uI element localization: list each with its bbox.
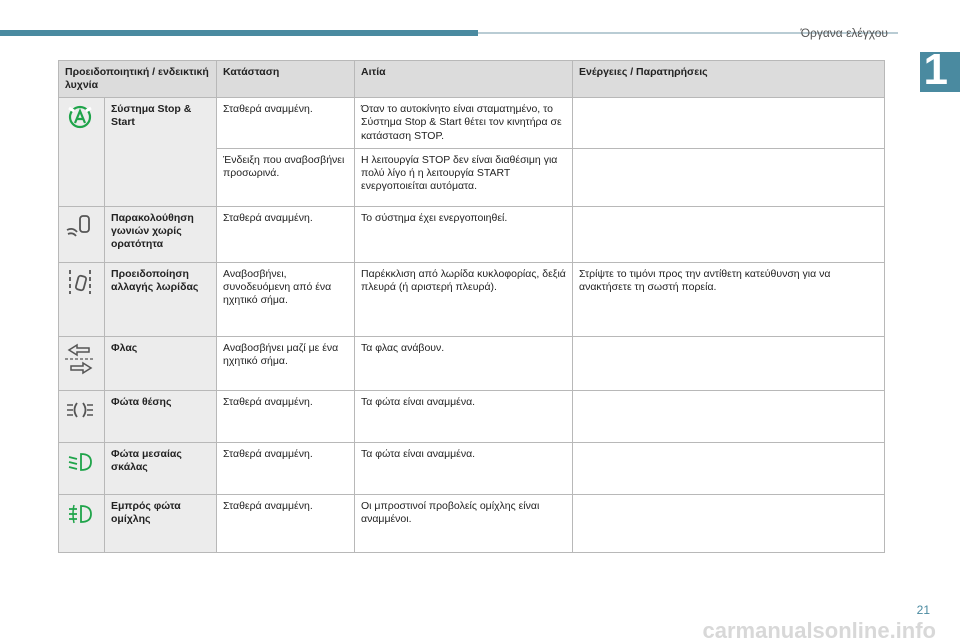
lamp-state: Σταθερά αναμμένη.: [217, 494, 355, 552]
section-title: Όργανα ελέγχου: [800, 26, 888, 40]
lamp-icon-cell: [59, 206, 105, 262]
lamp-name: Προειδοποίηση αλλαγής λωρίδας: [105, 262, 217, 336]
warning-lamps-table: [58, 60, 885, 553]
side-lights-icon: [65, 396, 95, 424]
lamp-cause: Παρέκκλιση από λωρίδα κυκλοφορίας, δεξιά πλευρά (ή αριστερή πλευρά).: [355, 262, 573, 336]
lamp-state: Σταθερά αναμμένη.: [217, 390, 355, 442]
lane-departure-icon: [65, 268, 95, 296]
front-fog-icon: [65, 500, 95, 528]
lamp-action: [573, 494, 885, 552]
lamp-name: Φλας: [105, 336, 217, 390]
table-header-row: [59, 61, 885, 98]
lamp-name: Παρακολούθηση γωνιών χωρίς ορατότητα: [105, 206, 217, 262]
lamp-action: [573, 148, 885, 206]
table-row: [59, 206, 885, 262]
lamp-name: Σύστημα Stop & Start: [105, 98, 217, 206]
lamp-action: Στρίψτε το τιμόνι προς την αντίθετη κατεύθυνση για να ανακτήσετε τη σωστή πορεία.: [573, 262, 885, 336]
lamp-state: Σταθερά αναμμένη.: [217, 98, 355, 148]
lamp-cause: Τα φλας ανάβουν.: [355, 336, 573, 390]
table-row: [59, 336, 885, 390]
lamp-icon-cell: [59, 390, 105, 442]
lamp-action: [573, 98, 885, 148]
table-row: [59, 98, 885, 148]
lamp-name: Φώτα θέσης: [105, 390, 217, 442]
lamp-action: [573, 390, 885, 442]
lamp-name: Εμπρός φώτα ομίχλης: [105, 494, 217, 552]
lamp-name: Φώτα μεσαίας σκάλας: [105, 442, 217, 494]
turn-signal-icon: [65, 342, 95, 376]
lamp-cause: Όταν το αυτοκίνητο είναι σταματημένο, το Σύστημα Stop & Start θέτει τον κινητήρα σε κατάσταση STOP.: [355, 98, 573, 148]
table-row: [59, 442, 885, 494]
table-row: [59, 390, 885, 442]
lamp-action: [573, 206, 885, 262]
lamp-icon-cell: [59, 262, 105, 336]
col-header-state: Κατάσταση: [217, 61, 355, 98]
lamp-state: Ένδειξη που αναβοσβήνει προσωρινά.: [217, 148, 355, 206]
watermark: carmanualsonline.info: [702, 618, 936, 643]
lamp-action: [573, 442, 885, 494]
lamp-icon-cell: [59, 336, 105, 390]
dipped-beam-icon: [65, 448, 95, 476]
lamp-icon-cell: [59, 442, 105, 494]
table-row: [59, 494, 885, 552]
lamp-state: Αναβοσβήνει μαζί με ένα ηχητικό σήμα.: [217, 336, 355, 390]
lamp-cause: Τα φώτα είναι αναμμένα.: [355, 442, 573, 494]
header-accent-bar: [0, 30, 478, 36]
col-header-action: Ενέργειες / Παρατηρήσεις: [573, 61, 885, 98]
lamp-cause: Η λειτουργία STOP δεν είναι διαθέσιμη για πολύ λίγο ή η λειτουργία START ενεργοποιείται αυτόματα.: [355, 148, 573, 206]
lamp-cause: Το σύστημα έχει ενεργοποιηθεί.: [355, 206, 573, 262]
col-header-lamp: Προειδοποιητική / ενδεικτική λυχνία: [59, 61, 217, 98]
lamp-cause: Τα φώτα είναι αναμμένα.: [355, 390, 573, 442]
lamp-state: Σταθερά αναμμένη.: [217, 206, 355, 262]
col-header-cause: Αιτία: [355, 61, 573, 98]
lamp-icon-cell: [59, 98, 105, 206]
lamp-state: Αναβοσβήνει, συνοδευόμενη από ένα ηχητικό σήμα.: [217, 262, 355, 336]
stop-start-icon: [65, 103, 95, 131]
lamp-state: Σταθερά αναμμένη.: [217, 442, 355, 494]
lamp-action: [573, 336, 885, 390]
lamp-cause: Οι μπροστινοί προβολείς ομίχλης είναι αναμμένοι.: [355, 494, 573, 552]
chapter-number: 1: [923, 45, 948, 94]
lamp-icon-cell: [59, 494, 105, 552]
page-number: 21: [916, 603, 930, 617]
blind-spot-icon: [65, 212, 95, 240]
table-row: [59, 262, 885, 336]
